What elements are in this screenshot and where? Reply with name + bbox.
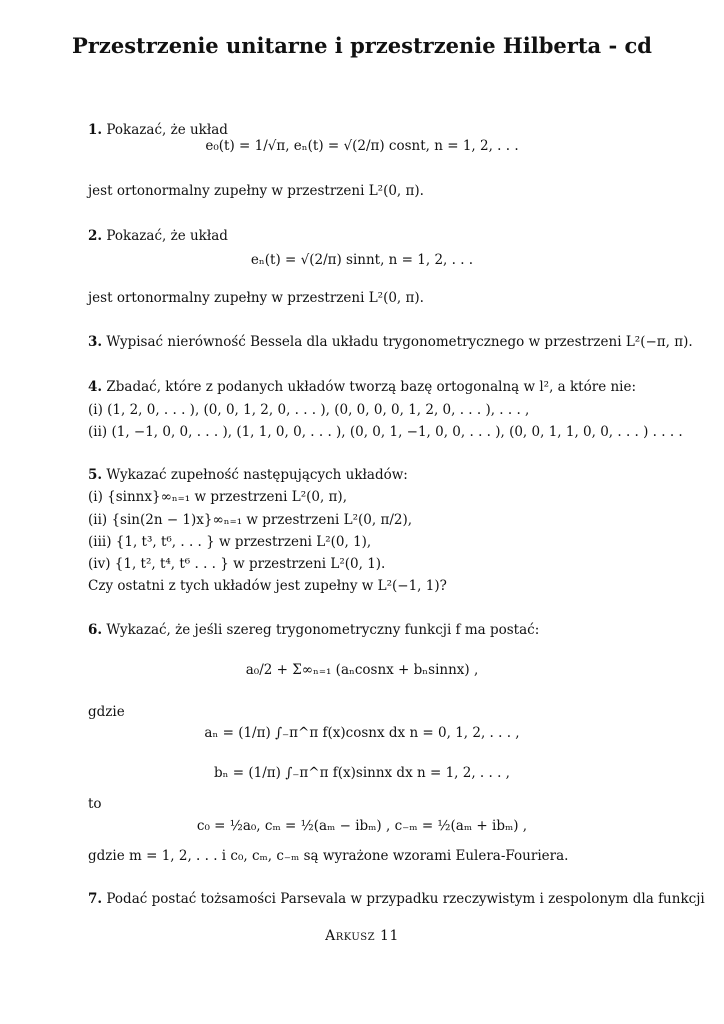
- formula: eₙ(t) = √(2/π) sinnt, n = 1, 2, . . .: [250, 252, 474, 268]
- problem-1-formula: [0, 138, 724, 154]
- problem-2-intro: [88, 227, 228, 245]
- problem-text: Wykazać, że jeśli szereg trygonometryczny funkcji f ma postać:: [106, 622, 540, 638]
- problem-4: [88, 378, 636, 396]
- problem-3: [88, 333, 693, 351]
- c-formula: c₀ = ½a₀, cₘ = ½(aₘ − ibₘ) , c₋ₘ = ½(aₘ + ibₘ) ,: [196, 818, 528, 834]
- to-label: to: [88, 796, 102, 812]
- problem-6: [88, 621, 539, 639]
- problem-5-line: Czy ostatni z tych układów jest zupełny w L²(−1, 1)?: [88, 578, 447, 594]
- problem-5-line: (iv) {1, t², t⁴, t⁶ . . . } w przestrzeni L²(0, 1).: [88, 556, 386, 572]
- problem-number: 7.: [88, 891, 103, 907]
- problem-number: 1.: [88, 122, 103, 138]
- problem-4-line: (ii) (1, −1, 0, 0, . . . ), (1, 1, 0, 0, . . . ), (0, 0, 1, −1, 0, 0, . . . ), (0, 0, 1, 1, 0, 0, . . . ) . . . .: [88, 424, 683, 440]
- problem-text: Wykazać zupełność następujących układów:: [106, 467, 408, 483]
- problem-5: [88, 466, 408, 484]
- problem-1-outro: jest ortonormalny zupełny w przestrzeni L²(0, π).: [88, 183, 424, 199]
- problem-text: Podać postać tożsamości Parsevala w przypadku rzeczywistym i zespolonym dla funkcji: [106, 891, 705, 907]
- problem-1-intro: [88, 121, 228, 139]
- formula: e₀(t) = 1/√π, eₙ(t) = √(2/π) cosnt, n = 1, 2, . . .: [205, 138, 519, 154]
- page-footer: Arkusz 11: [325, 928, 399, 944]
- problem-4-line: (i) (1, 2, 0, . . . ), (0, 0, 1, 2, 0, . . . ), (0, 0, 0, 0, 1, 2, 0, . . . ), . . . ,: [88, 402, 530, 418]
- problem-2-outro: jest ortonormalny zupełny w przestrzeni L²(0, π).: [88, 290, 424, 306]
- problem-2-formula: [0, 252, 724, 268]
- page-title: Przestrzenie unitarne i przestrzenie Hilberta - cd: [72, 33, 652, 58]
- problem-number: 5.: [88, 467, 103, 483]
- problem-text: Wypisać nierówność Bessela dla układu trygonometrycznego w przestrzeni L²(−π, π).: [106, 334, 693, 350]
- problem-5-line: (i) {sinnx}∞ₙ₌₁ w przestrzeni L²(0, π),: [88, 489, 347, 505]
- problem-text: Pokazać, że układ: [106, 228, 228, 244]
- problem-number: 6.: [88, 622, 103, 638]
- problem-number: 4.: [88, 379, 103, 395]
- an-formula: aₙ = (1/π) ∫₋π^π f(x)cosnx dx n = 0, 1, 2, . . . ,: [204, 725, 520, 741]
- bn-formula: bₙ = (1/π) ∫₋π^π f(x)sinnx dx n = 1, 2, . . . ,: [214, 765, 510, 781]
- problem-7: [88, 890, 705, 908]
- problem-5-line: (ii) {sin(2n − 1)x}∞ₙ₌₁ w przestrzeni L²(0, π/2),: [88, 512, 413, 528]
- gdzie-label: gdzie: [88, 704, 125, 720]
- problem-text: Zbadać, które z podanych układów tworzą bazę ortogonalną w l², a które nie:: [106, 379, 637, 395]
- problem-number: 3.: [88, 334, 103, 350]
- problem-number: 2.: [88, 228, 103, 244]
- problem-6-final: gdzie m = 1, 2, . . . i c₀, cₘ, c₋ₘ są wyrażone wzorami Eulera-Fouriera.: [88, 848, 569, 864]
- problem-text: Pokazać, że układ: [106, 122, 228, 138]
- series-formula: a₀/2 + Σ∞ₙ₌₁ (aₙcosnx + bₙsinnx) ,: [245, 662, 479, 678]
- problem-5-line: (iii) {1, t³, t⁶, . . . } w przestrzeni L²(0, 1),: [88, 534, 372, 550]
